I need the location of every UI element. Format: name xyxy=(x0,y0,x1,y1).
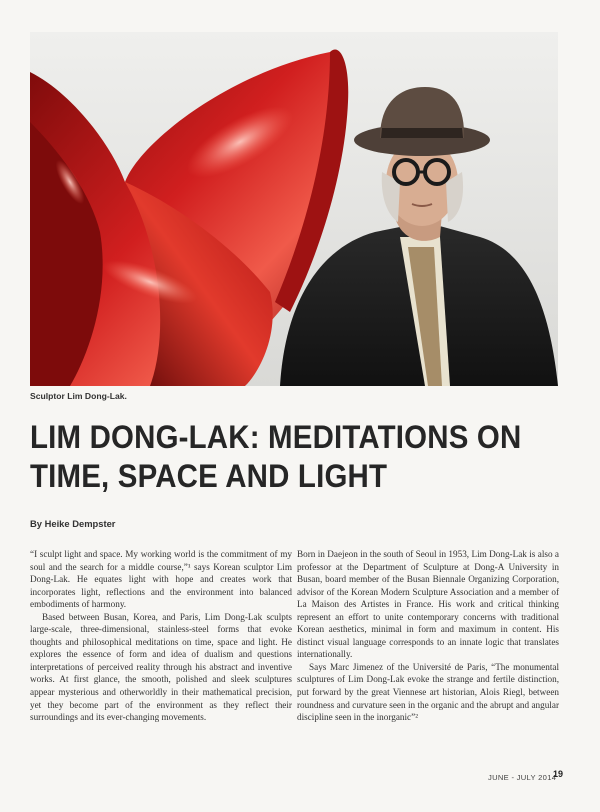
headline-line-1: LIM DONG-LAK: MEDITATIONS ON xyxy=(30,419,522,455)
paragraph: Says Marc Jimenez of the Université de Paris, “The monumental sculptures of Lim Dong-Lak evoke the strange and fertile distinction, put forward by the great Viennese art historian, Alois Riegl, between roundness and curvature seen in the organic and the abrupt and angular discipline seen in the inorganic”² xyxy=(297,661,559,723)
body-column-left xyxy=(30,548,292,724)
issue-date: JUNE - JULY 2014 xyxy=(488,773,557,782)
paragraph: “I sculpt light and space. My working world is the commitment of my soul and the search for a middle course,”¹ says Korean sculptor Lim Dong-Lak. He equates light with hope and creates work that incorporates light, reflections and the environment into balanced embodiments of harmony. xyxy=(30,549,292,610)
paragraph: Based between Busan, Korea, and Paris, Lim Dong-Lak sculpts large-scale, three-dimensional, stainless-steel forms that evoke thoughts and philosophical meditations on time, space and light. He explores the essence of form and idea of dualism and questions interpretations of perceived reality through his abstract and inventive works. At first glance, the smooth, polished and sleek sculptures appear mysterious and otherworldly in their mathematical precision, yet they become part of the environment as they reflect their surroundings and its ever-changing movements. xyxy=(30,611,292,723)
body-column-right xyxy=(297,548,559,724)
photo-caption: Sculptor Lim Dong-Lak. xyxy=(30,391,127,401)
sculptor-portrait-illustration xyxy=(30,32,558,386)
feature-photo xyxy=(30,32,558,386)
page-number: 19 xyxy=(553,769,564,779)
byline: By Heike Dempster xyxy=(30,518,116,529)
headline-line-2: TIME, SPACE AND LIGHT xyxy=(30,458,388,494)
paragraph: Born in Daejeon in the south of Seoul in 1953, Lim Dong-Lak is also a professor at the Department of Sculpture at Dong-A University in Busan, board member of the Busan Biennale Organizing Corporation, advisor of the Korean Modern Sculpture Association and a member of La Maison des Artistes in France. His work and critical thinking represent an effort to unite contemporary concerns with traditional Korean aesthetics, minimal in form and maximum in content. His distinct visual language corresponds to an innate logic that translates internationally. xyxy=(297,549,559,660)
article-headline xyxy=(30,418,527,496)
